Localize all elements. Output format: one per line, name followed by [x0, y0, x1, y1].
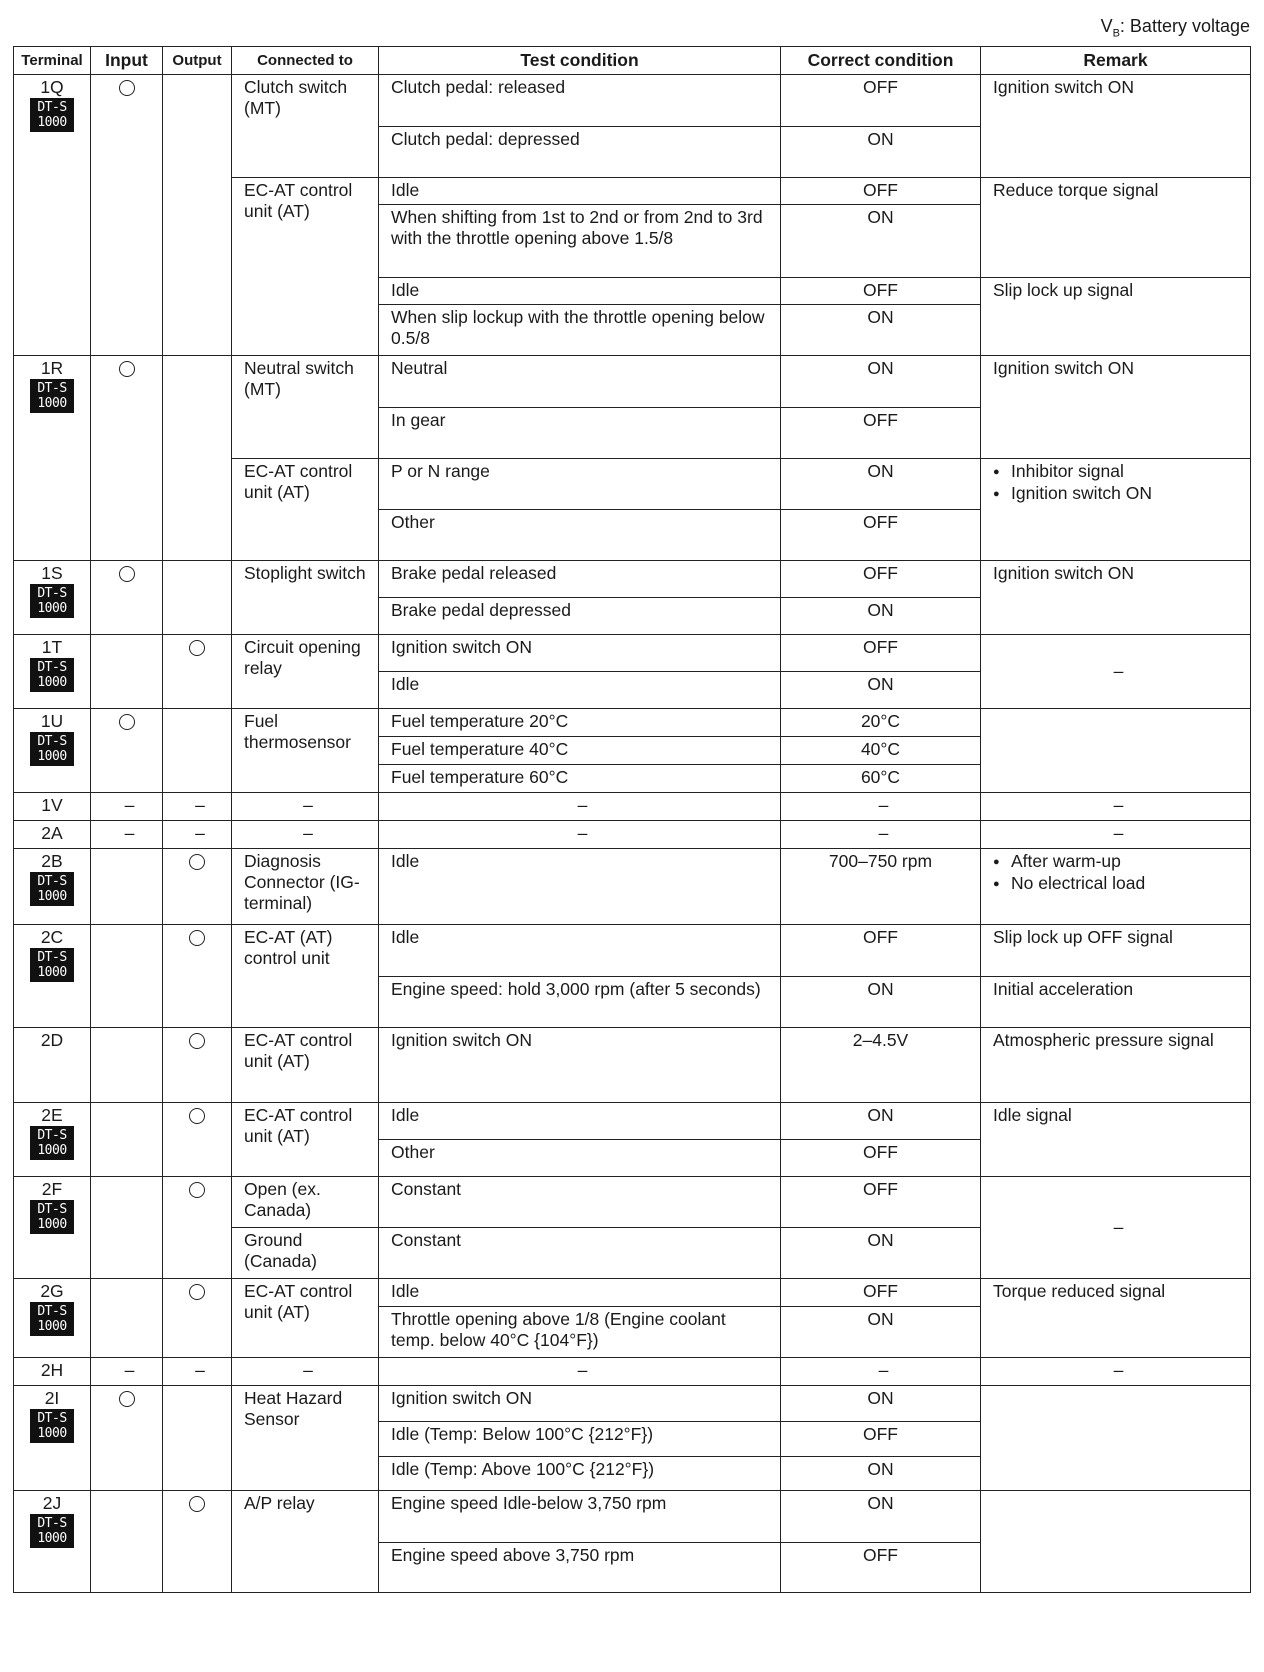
remark-cell: Idle signal — [981, 1103, 1251, 1177]
remark-cell: – — [981, 635, 1251, 709]
connected-to-cell: EC-AT control unit (AT) — [232, 459, 379, 561]
battery-voltage-note: $V_B$: Battery voltage — [1100, 16, 1250, 40]
table-row — [14, 925, 1251, 977]
correct-condition-cell: OFF — [781, 561, 981, 598]
correct-condition-cell: OFF — [781, 75, 981, 127]
test-condition-cell: Idle — [379, 1103, 781, 1140]
output-circle-icon — [189, 1182, 205, 1198]
terminal-cell: 1U DT-S 1000 — [14, 709, 91, 793]
dt-s-badge: DT-S 1000 — [30, 1409, 74, 1443]
test-condition-cell: Idle — [379, 672, 781, 709]
correct-condition-cell: ON — [781, 672, 981, 709]
connected-to-cell: Clutch switch (MT) — [232, 75, 379, 178]
output-circle-icon — [189, 1033, 205, 1049]
remark-cell: Ignition switch ON — [981, 561, 1251, 635]
output-cell — [163, 356, 232, 561]
header-correct-condition: Correct condition — [781, 47, 981, 75]
dt-s-badge: DT-S 1000 — [30, 1302, 74, 1336]
output-cell — [163, 75, 232, 356]
test-condition-cell: Idle — [379, 1279, 781, 1307]
input-cell — [91, 1386, 163, 1491]
terminal-cell: 1R DT-S 1000 — [14, 356, 91, 561]
correct-condition-cell: OFF — [781, 278, 981, 305]
table-row — [14, 849, 1251, 925]
connected-to-cell: Fuel thermosensor — [232, 709, 379, 793]
table-row — [14, 1491, 1251, 1543]
test-condition-cell: Fuel temperature 20°C — [379, 709, 781, 737]
table-row — [14, 75, 1251, 127]
test-condition-cell: When shifting from 1st to 2nd or from 2nd to 3rd with the throttle opening above 1.5/8 — [379, 205, 781, 278]
correct-condition-cell: ON — [781, 205, 981, 278]
test-condition-cell: Fuel temperature 40°C — [379, 737, 781, 765]
correct-condition-cell: ON — [781, 356, 981, 408]
header-output: Output — [163, 47, 232, 75]
remark-cell: Reduce torque signal — [981, 178, 1251, 278]
correct-condition-cell: OFF — [781, 408, 981, 459]
dt-s-badge: DT-S 1000 — [30, 584, 74, 618]
test-condition-cell: Ignition switch ON — [379, 635, 781, 672]
output-cell — [163, 1279, 232, 1358]
connected-to-cell: A/P relay — [232, 1491, 379, 1593]
header-input: Input — [91, 47, 163, 75]
input-cell — [91, 1103, 163, 1177]
output-cell — [163, 849, 232, 925]
input-cell — [91, 635, 163, 709]
dt-s-badge: DT-S 1000 — [30, 379, 74, 413]
test-condition-cell: Idle (Temp: Below 100°C {212°F}) — [379, 1422, 781, 1457]
table-row — [14, 793, 1251, 821]
dt-s-badge: DT-S 1000 — [30, 1200, 74, 1234]
input-cell — [91, 1279, 163, 1358]
correct-condition-cell: OFF — [781, 925, 981, 977]
connected-to-cell: EC-AT (AT) control unit — [232, 925, 379, 1028]
output-circle-icon — [189, 640, 205, 656]
table-row — [14, 356, 1251, 408]
remark-cell: Slip lock up signal — [981, 278, 1251, 356]
terminal-cell: 2F DT-S 1000 — [14, 1177, 91, 1279]
remark-bullet: ● Inhibitor signal — [993, 461, 1244, 483]
input-cell — [91, 925, 163, 1028]
remark-bullet: ● No electrical load — [993, 873, 1244, 895]
terminal-cell: 1Q DT-S 1000 — [14, 75, 91, 356]
test-condition-cell: Idle — [379, 925, 781, 977]
output-cell — [163, 925, 232, 1028]
connected-to-cell: Diagnosis Connector (IG-terminal) — [232, 849, 379, 925]
dt-s-badge: DT-S 1000 — [30, 1514, 74, 1548]
terminal-cell: 2D — [14, 1028, 91, 1103]
correct-condition-cell: OFF — [781, 1422, 981, 1457]
header-row — [14, 47, 1251, 75]
correct-condition-cell: – — [781, 793, 981, 821]
connected-to-cell: EC-AT control unit (AT) — [232, 1103, 379, 1177]
test-condition-cell: Idle — [379, 849, 781, 925]
test-condition-cell: In gear — [379, 408, 781, 459]
test-condition-cell: Fuel temperature 60°C — [379, 765, 781, 793]
input-cell — [91, 561, 163, 635]
header-terminal: Terminal — [14, 47, 91, 75]
input-circle-icon — [119, 566, 135, 582]
terminal-cell: 2H — [14, 1358, 91, 1386]
correct-condition-cell: ON — [781, 1307, 981, 1358]
remark-cell: – — [981, 793, 1251, 821]
input-cell — [91, 1491, 163, 1593]
test-condition-cell: Throttle opening above 1/8 (Engine coolant temp. below 40°C {104°F}) — [379, 1307, 781, 1358]
connected-to-cell: Neutral switch (MT) — [232, 356, 379, 459]
remark-cell: – — [981, 821, 1251, 849]
output-circle-icon — [189, 1284, 205, 1300]
table-row — [14, 821, 1251, 849]
test-condition-cell: When slip lockup with the throttle opening below 0.5/8 — [379, 305, 781, 356]
output-circle-icon — [189, 854, 205, 870]
connected-to-cell: – — [232, 793, 379, 821]
correct-condition-cell: OFF — [781, 510, 981, 561]
table-row — [14, 1177, 1251, 1228]
input-cell — [91, 356, 163, 561]
test-condition-cell: P or N range — [379, 459, 781, 510]
output-circle-icon — [189, 930, 205, 946]
test-condition-cell: Other — [379, 510, 781, 561]
input-cell — [91, 709, 163, 793]
table-row — [14, 709, 1251, 737]
correct-condition-cell: ON — [781, 127, 981, 178]
dt-s-badge: DT-S 1000 — [30, 948, 74, 982]
terminal-inspection-table — [13, 46, 1251, 1593]
connected-to-cell: Open (ex. Canada) — [232, 1177, 379, 1228]
remark-cell: – — [981, 1358, 1251, 1386]
correct-condition-cell: OFF — [781, 1543, 981, 1593]
connected-to-cell: EC-AT control unit (AT) — [232, 1028, 379, 1103]
connected-to-cell: Heat Hazard Sensor — [232, 1386, 379, 1491]
input-cell — [91, 1177, 163, 1279]
test-condition-cell: Engine speed: hold 3,000 rpm (after 5 seconds) — [379, 977, 781, 1028]
test-condition-cell: Idle — [379, 278, 781, 305]
connected-to-cell: EC-AT control unit (AT) — [232, 1279, 379, 1358]
test-condition-cell: Constant — [379, 1228, 781, 1279]
test-condition-cell: Idle — [379, 178, 781, 205]
connected-to-cell: Circuit opening relay — [232, 635, 379, 709]
connected-to-cell: Ground (Canada) — [232, 1228, 379, 1279]
output-cell — [163, 561, 232, 635]
correct-condition-cell: ON — [781, 1228, 981, 1279]
correct-condition-cell: 700–750 rpm — [781, 849, 981, 925]
correct-condition-cell: OFF — [781, 1177, 981, 1228]
header-test-condition: Test condition — [379, 47, 781, 75]
table-row — [14, 1386, 1251, 1422]
table-row — [14, 1358, 1251, 1386]
output-cell — [163, 1028, 232, 1103]
connected-to-cell: – — [232, 821, 379, 849]
test-condition-cell: – — [379, 1358, 781, 1386]
terminal-cell: 2A — [14, 821, 91, 849]
dt-s-badge: DT-S 1000 — [30, 1126, 74, 1160]
header-connected-to: Connected to — [232, 47, 379, 75]
output-cell — [163, 1177, 232, 1279]
output-circle-icon — [189, 1496, 205, 1512]
correct-condition-cell: OFF — [781, 178, 981, 205]
correct-condition-cell: OFF — [781, 1140, 981, 1177]
correct-condition-cell: 20°C — [781, 709, 981, 737]
test-condition-cell: – — [379, 793, 781, 821]
remark-cell: Ignition switch ON — [981, 356, 1251, 459]
table-row — [14, 1279, 1251, 1307]
header-remark: Remark — [981, 47, 1251, 75]
input-cell: – — [91, 821, 163, 849]
terminal-cell: 2C DT-S 1000 — [14, 925, 91, 1028]
remark-cell: Slip lock up OFF signal — [981, 925, 1251, 977]
correct-condition-cell: – — [781, 1358, 981, 1386]
output-cell — [163, 1491, 232, 1593]
input-circle-icon — [119, 1391, 135, 1407]
remark-cell — [981, 709, 1251, 793]
correct-condition-cell: ON — [781, 1386, 981, 1422]
test-condition-cell: Clutch pedal: depressed — [379, 127, 781, 178]
connected-to-cell: EC-AT control unit (AT) — [232, 178, 379, 356]
remark-bullet: ● Ignition switch ON — [993, 483, 1244, 505]
correct-condition-cell: OFF — [781, 635, 981, 672]
test-condition-cell: – — [379, 821, 781, 849]
correct-condition-cell: ON — [781, 1457, 981, 1491]
test-condition-cell: Other — [379, 1140, 781, 1177]
terminal-cell: 2G DT-S 1000 — [14, 1279, 91, 1358]
remark-cell: Torque reduced signal — [981, 1279, 1251, 1358]
remark-cell: Atmospheric pressure signal — [981, 1028, 1251, 1103]
connected-to-cell: Stoplight switch — [232, 561, 379, 635]
input-cell: – — [91, 793, 163, 821]
input-cell: – — [91, 1358, 163, 1386]
input-circle-icon — [119, 714, 135, 730]
dt-s-badge: DT-S 1000 — [30, 98, 74, 132]
correct-condition-cell: ON — [781, 1491, 981, 1543]
remark-cell: – — [981, 1177, 1251, 1279]
terminal-cell: 1V — [14, 793, 91, 821]
output-cell: – — [163, 793, 232, 821]
correct-condition-cell: ON — [781, 598, 981, 635]
test-condition-cell: Constant — [379, 1177, 781, 1228]
correct-condition-cell: ON — [781, 1103, 981, 1140]
test-condition-cell: Ignition switch ON — [379, 1386, 781, 1422]
test-condition-cell: Brake pedal depressed — [379, 598, 781, 635]
remark-cell: Ignition switch ON — [981, 75, 1251, 178]
input-circle-icon — [119, 361, 135, 377]
output-cell: – — [163, 1358, 232, 1386]
remark-cell — [981, 1491, 1251, 1593]
remark-bullet: ● After warm-up — [993, 851, 1244, 873]
correct-condition-cell: 40°C — [781, 737, 981, 765]
terminal-cell: 2E DT-S 1000 — [14, 1103, 91, 1177]
input-cell — [91, 1028, 163, 1103]
output-cell: – — [163, 821, 232, 849]
test-condition-cell: Brake pedal released — [379, 561, 781, 598]
correct-condition-cell: 60°C — [781, 765, 981, 793]
terminal-cell: 2B DT-S 1000 — [14, 849, 91, 925]
output-cell — [163, 1386, 232, 1491]
output-cell — [163, 635, 232, 709]
correct-condition-cell: ON — [781, 977, 981, 1028]
remark-cell: Initial acceleration — [981, 977, 1251, 1028]
remark-cell — [981, 459, 1251, 561]
test-condition-cell: Neutral — [379, 356, 781, 408]
remark-cell — [981, 1386, 1251, 1491]
correct-condition-cell: ON — [781, 305, 981, 356]
test-condition-cell: Clutch pedal: released — [379, 75, 781, 127]
terminal-cell: 2I DT-S 1000 — [14, 1386, 91, 1491]
remark-cell — [981, 849, 1251, 925]
table-row — [14, 1103, 1251, 1140]
test-condition-cell: Idle (Temp: Above 100°C {212°F}) — [379, 1457, 781, 1491]
correct-condition-cell: – — [781, 821, 981, 849]
dt-s-badge: DT-S 1000 — [30, 732, 74, 766]
correct-condition-cell: 2–4.5V — [781, 1028, 981, 1103]
input-circle-icon — [119, 80, 135, 96]
output-circle-icon — [189, 1108, 205, 1124]
test-condition-cell: Ignition switch ON — [379, 1028, 781, 1103]
dt-s-badge: DT-S 1000 — [30, 658, 74, 692]
dt-s-badge: DT-S 1000 — [30, 872, 74, 906]
output-cell — [163, 1103, 232, 1177]
correct-condition-cell: OFF — [781, 1279, 981, 1307]
table-row — [14, 1028, 1251, 1103]
terminal-cell: 2J DT-S 1000 — [14, 1491, 91, 1593]
input-cell — [91, 75, 163, 356]
input-cell — [91, 849, 163, 925]
connected-to-cell: – — [232, 1358, 379, 1386]
output-cell — [163, 709, 232, 793]
correct-condition-cell: ON — [781, 459, 981, 510]
test-condition-cell: Engine speed above 3,750 rpm — [379, 1543, 781, 1593]
terminal-cell: 1S DT-S 1000 — [14, 561, 91, 635]
table-row — [14, 561, 1251, 598]
table-row — [14, 635, 1251, 672]
terminal-cell: 1T DT-S 1000 — [14, 635, 91, 709]
test-condition-cell: Engine speed Idle-below 3,750 rpm — [379, 1491, 781, 1543]
